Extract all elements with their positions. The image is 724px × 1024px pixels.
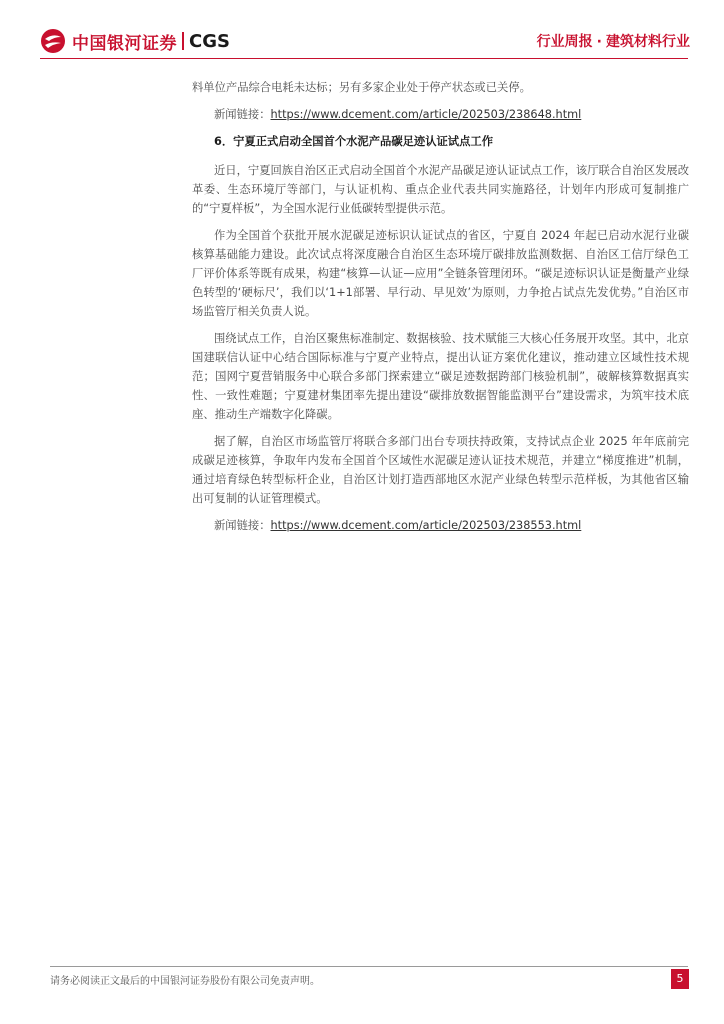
industry-name: 建筑材料行业 (606, 34, 690, 50)
paragraph-continuation: 料单位产品综合电耗未达标；另有多家企业处于停产状态或已关停。 (192, 81, 531, 94)
logo-english-name: CGS (189, 30, 230, 52)
footer-disclaimer: 请务必阅读正文最后的中国银河证券股份有限公司免责声明。 (50, 976, 320, 987)
paragraph-3: 围绕试点工作，自治区聚焦标准制定、数据核验、技术赋能三大核心任务展开攻坚。其中，北京国建联信认证中心结合国际标准与宁夏产业特点，提出认证方案优化建议，推动建立区域性技术规范；国网宁夏营销服务中心联合多部门探索建立“碳足迹数据跨部门核验机制”，破解核算数据真实性、一致性难题；宁夏建材集团率先提出建设“碳排放数据智能监测平台”建设需求，为筑牢技术底座、推动生产端数字化降碳。 (192, 332, 689, 421)
report-type: 行业周报 (536, 34, 593, 50)
article-body (192, 78, 689, 543)
report-category (537, 31, 690, 51)
footer-rule (50, 966, 688, 967)
news-link-1 (192, 105, 689, 124)
company-logo (40, 27, 230, 55)
cgs-logo-icon (40, 28, 66, 54)
logo-divider (182, 32, 184, 50)
header-separator: · (596, 34, 602, 50)
news-link-2 (192, 516, 689, 535)
paragraph-2: 作为全国首个获批开展水泥碳足迹标识认证试点的省区，宁夏自 2024 年起已启动水泥行业碳核算基础能力建设。此次试点将深度融合自治区生态环境厅碳排放监测数据、自治区工信厅绿色工厂评价体系等既有成果，构建“核算—认证—应用”全链条管理闭环。“碳足迹标识认证是衡量产业绿色转型的‘硬标尺’，我们以‘1+1部署、早行动、早见效’为原则，力争抢占试点先发优势。”自治区市场监管厅相关负责人说。 (192, 229, 689, 318)
news-link-label: 新闻链接： (214, 519, 271, 532)
news-link-url[interactable]: https://www.dcement.com/article/202503/238648.html (270, 108, 582, 121)
paragraph-4: 据了解，自治区市场监管厅将联合多部门出台专项扶持政策，支持试点企业 2025 年年底前完成碳足迹核算，争取年内发布全国首个区域性水泥碳足迹认证技术规范，并建立“梯度推进”机制，通过培育绿色转型标杆企业，自治区计划打造西部地区水泥产业绿色转型示范样板，为其他省区输出可复制的认证管理模式。 (192, 435, 689, 505)
news-link-label: 新闻链接： (214, 108, 271, 121)
news-link-url[interactable]: https://www.dcement.com/article/202503/238553.html (270, 519, 582, 532)
header-rule (40, 58, 688, 59)
section-heading: 6．宁夏正式启动全国首个水泥产品碳足迹认证试点工作 (214, 135, 493, 148)
paragraph-1: 近日，宁夏回族自治区正式启动全国首个水泥产品碳足迹认证试点工作，该厅联合自治区发展改革委、生态环境厅等部门，与认证机构、重点企业代表共同实施路径，计划年内形成可复制推广的“宁夏样板”，为全国水泥行业低碳转型提供示范。 (192, 164, 689, 215)
logo-chinese-name: 中国银河证券 (72, 33, 177, 54)
page-header (0, 0, 724, 60)
page-number: 5 (671, 969, 689, 989)
